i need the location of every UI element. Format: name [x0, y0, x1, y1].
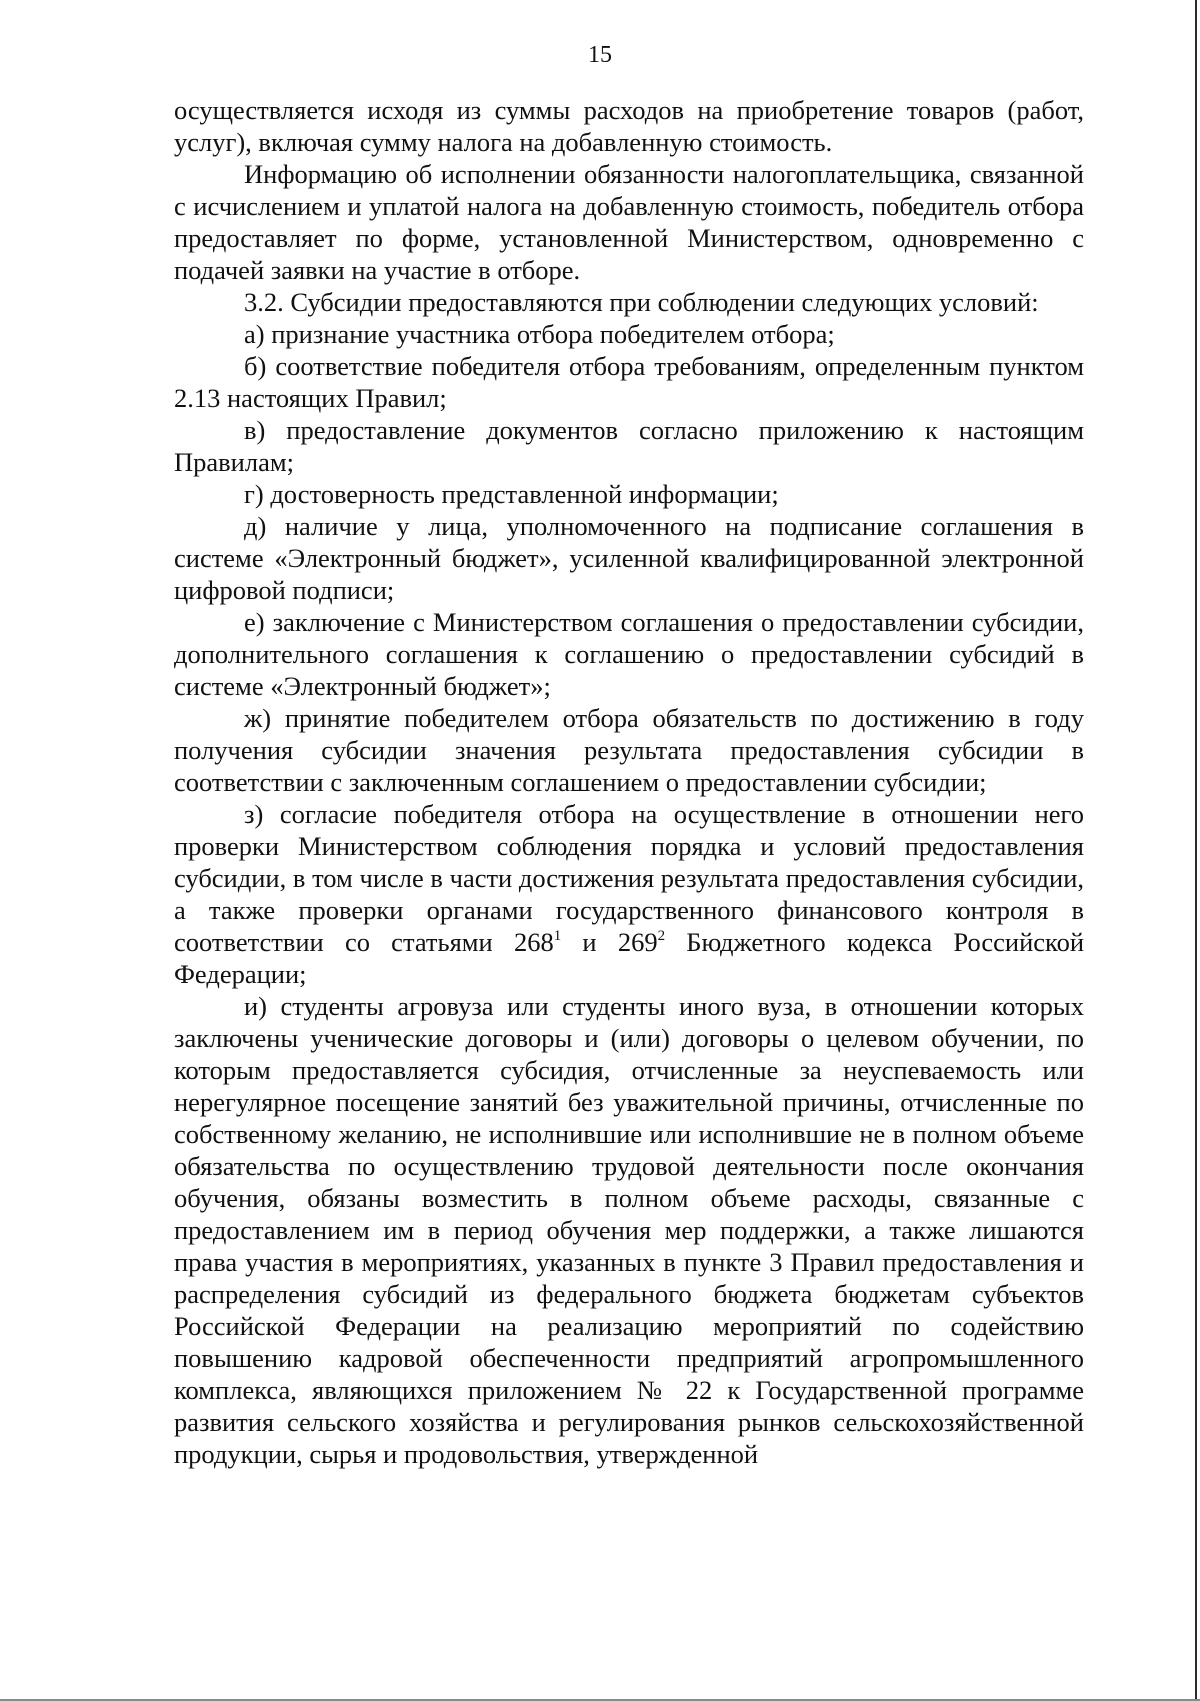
list-item-z-text-middle: и 269: [561, 927, 658, 957]
list-item-g: г) достоверность представленной информации;: [244, 479, 779, 509]
document-body: [174, 94, 1084, 1470]
list-item-e: е) заключение с Министерством соглашения о предоставлении субсидии, дополнительного соглашения к соглашению о предоставлении субсидий в системе «Электронный бюджет»;: [174, 607, 1084, 701]
list-item-v: в) предоставление документов согласно приложению к настоящим Правилам;: [174, 415, 1084, 477]
list-item-z-text-after: Бюджетного кодекса Российской Федерации;: [174, 927, 1084, 989]
list-item-z-text-before: з) согласие победителя отбора на осуществление в отношении него проверки Министерством соблюдения порядка и условий предоставления субсидии, в том числе в части достижения результата предоставления субсидии, а также проверки органами государственного финансового контроля в соответствии со статьями 268: [174, 799, 1084, 957]
superscript-2: 2: [657, 928, 666, 944]
page-number: 15: [588, 42, 612, 68]
paragraph-vat-info: Информацию об исполнении обязанности налогоплательщика, связанной с исчислением и уплатой налога на добавленную стоимость, победитель отбора предоставляет по форме, установленной Министерством, одновременно с подачей заявки на участие в отборе.: [174, 159, 1084, 285]
paragraph-3-2-heading: 3.2. Субсидии предоставляются при соблюдении следующих условий:: [244, 287, 1039, 317]
list-item-d: д) наличие у лица, уполномоченного на подписание соглашения в системе «Электронный бюджет», усиленной квалифицированной электронной цифровой подписи;: [174, 511, 1084, 605]
superscript-1: 1: [553, 928, 562, 944]
list-item-b: б) соответствие победителя отбора требованиям, определенным пунктом 2.13 настоящих Правил;: [174, 351, 1084, 413]
list-item-i: и) студенты агровуза или студенты иного вуза, в отношении которых заключены ученические договоры и (или) договоры о целевом обучении, по которым предоставляется субсидия, отчисленные за неуспеваемость или нерегулярное посещение занятий без уважительной причины, отчисленные по собственному желанию, не исполнившие или исполнившие не в полном объеме обязательства по осуществлению трудовой деятельности после окончания обучения, обязаны возместить в полном объеме расходы, связанные с предоставлением им в период обучения мер поддержки, а также лишаются права участия в мероприятиях, указанных в пункте 3 Правил предоставления и распределения субсидий из федерального бюджета бюджетам субъектов Российской Федерации на реализацию мероприятий по содействию повышению кадровой обеспеченности предприятий агропромышленного комплекса, являющихся приложением № 22 к Государственной программе развития сельского хозяйства и регулирования рынков сельскохозяйственной продукции, сырья и продовольствия, утвержденной: [174, 991, 1084, 1469]
paragraph-continuation: осуществляется исходя из суммы расходов на приобретение товаров (работ, услуг), включая сумму налога на добавленную стоимость.: [174, 95, 1084, 157]
list-item-a: а) признание участника отбора победителем отбора;: [244, 319, 835, 349]
scan-edge-right: [1195, 0, 1197, 1701]
list-item-zh: ж) принятие победителем отбора обязательств по достижению в году получения субсидии значения результата предоставления субсидии в соответствии с заключенным соглашением о предоставлении субсидии;: [174, 703, 1084, 797]
list-item-z: [174, 798, 1084, 990]
